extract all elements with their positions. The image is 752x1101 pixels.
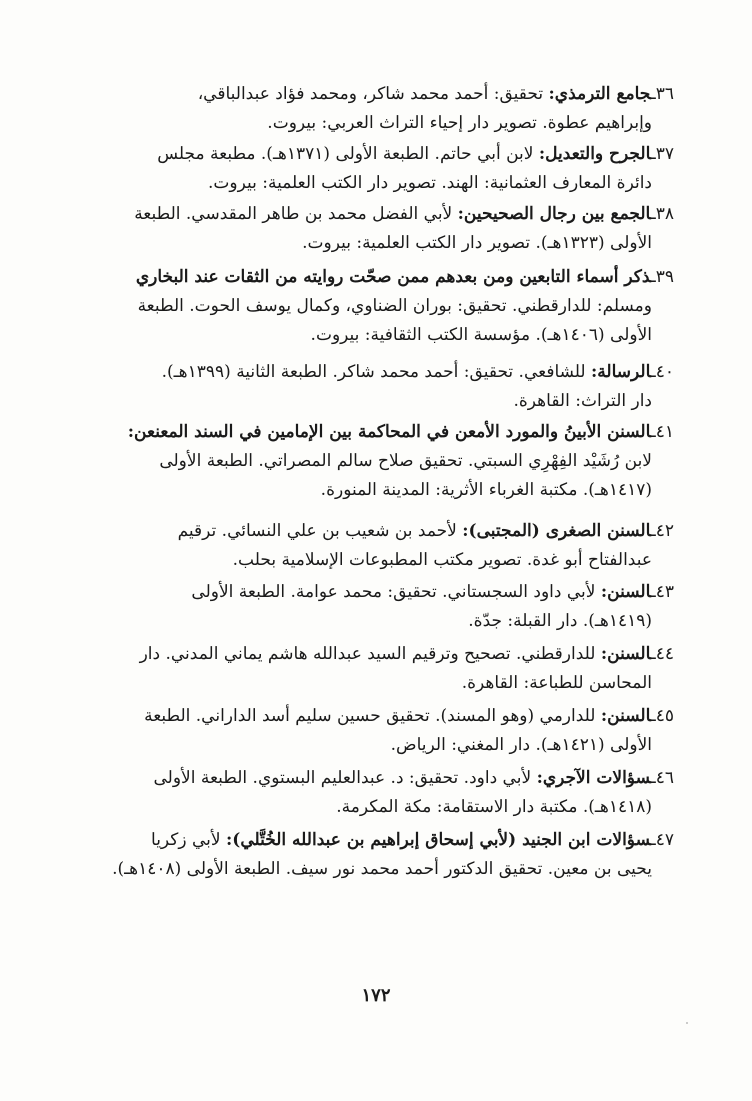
entry-line — [84, 764, 674, 793]
entry-text: لأبي زكريا — [151, 830, 221, 850]
bibliography-entry — [84, 263, 674, 350]
entry-line: ومسلم: للدارقطني. تحقيق: بوران الضناوي، وكمال يوسف الحوت. الطبعة — [137, 296, 652, 316]
entry-line — [84, 200, 674, 229]
entry-line — [84, 640, 674, 669]
entry-number: ٤٦ـ — [650, 768, 674, 788]
bibliography-entry — [84, 826, 674, 884]
bibliography-entry — [84, 517, 674, 575]
entry-line — [84, 418, 674, 447]
entry-title: السنن: — [600, 706, 651, 726]
entry-text: للدارمي (وهو المسند). تحقيق حسين سليم أسد الداراني. الطبعة — [144, 706, 596, 726]
entry-number: ٤٧ـ — [650, 830, 674, 850]
entry-number: ٤٥ـ — [650, 706, 674, 726]
entry-line: المحاسن للطباعة: القاهرة. — [461, 673, 652, 693]
entry-title: ذكر أسماء التابعين ومن بعدهم ممن صحّت روايته من الثقات عند البخاري — [135, 267, 651, 287]
entry-number: ٤٤ـ — [650, 644, 674, 664]
entry-line: (١٤١٨هـ). مكتبة دار الاستقامة: مكة المكرمة. — [336, 797, 652, 817]
bibliography-entry — [84, 200, 674, 258]
entry-line — [84, 358, 674, 387]
entry-number: ٤٣ـ — [650, 582, 674, 602]
entry-text: لابن أبي حاتم. الطبعة الأولى (١٣٧١هـ). مطبعة مجلس — [157, 144, 534, 164]
entry-number: ٤١ـ — [650, 422, 674, 442]
entry-line — [84, 702, 674, 731]
bibliography-entry — [84, 764, 674, 822]
entry-number: ٤٢ـ — [650, 521, 674, 541]
entry-title: سؤالات ابن الجنيد (لأبي إسحاق إبراهيم بن عبدالله الخُتَّلي): — [226, 830, 651, 850]
entry-title: جامع الترمذي: — [548, 84, 651, 104]
entry-text: تحقيق: أحمد محمد شاكر، ومحمد فؤاد عبدالباقي، — [197, 84, 544, 104]
entry-line: الأولى (١٤٢١هـ). دار المغني: الرياض. — [390, 735, 652, 755]
entry-number: ٣٩ـ — [650, 267, 674, 287]
entry-title: سؤالات الآجري: — [536, 768, 651, 788]
entry-title: السنن: — [600, 582, 651, 602]
entry-title: السنن الأبينُ والمورد الأمعن في المحاكمة بين الإمامين في السند المعنعن: — [127, 422, 651, 442]
entry-number: ٤٠ـ — [650, 362, 674, 382]
entry-title: السنن: — [600, 644, 651, 664]
entry-number: ٣٦ـ — [650, 84, 674, 104]
page-number: ١٧٢ — [361, 985, 391, 1006]
entry-text: لأبي الفضل محمد بن طاهر المقدسي. الطبعة — [134, 204, 453, 224]
entry-text: للدارقطني. تصحيح وترقيم السيد عبدالله هاشم يماني المدني. دار — [139, 644, 596, 664]
bibliography-entry — [84, 640, 674, 698]
entry-line: عبدالفتاح أبو غدة. تصوير مكتب المطبوعات الإسلامية بحلب. — [232, 550, 652, 570]
entry-text: لأحمد بن شعيب بن علي النسائي. ترقيم — [177, 521, 457, 541]
entry-line: (١٤١٧هـ). مكتبة الغرباء الأثرية: المدينة المنورة. — [320, 480, 652, 500]
entry-number: ٣٧ـ — [650, 144, 674, 164]
entry-text: للشافعي. تحقيق: أحمد محمد شاكر. الطبعة الثانية (١٣٩٩هـ). — [161, 362, 586, 382]
entry-text: لأبي داود السجستاني. تحقيق: محمد عوامة. الطبعة الأولى — [191, 582, 596, 602]
entry-line: (١٤١٩هـ). دار القبلة: جدّة. — [468, 611, 652, 631]
entry-line — [84, 826, 674, 855]
entry-line — [84, 80, 674, 109]
entry-line — [84, 578, 674, 607]
bibliography-entry — [84, 140, 674, 198]
entry-line — [84, 140, 674, 169]
bibliography-entry — [84, 702, 674, 760]
entry-line: دار التراث: القاهرة. — [513, 391, 652, 411]
entry-text: لأبي داود. تحقيق: د. عبدالعليم البستوي. الطبعة الأولى — [153, 768, 532, 788]
bibliography-entry — [84, 418, 674, 505]
entry-title: الجمع بين رجال الصحيحين: — [457, 204, 651, 224]
entry-line: الأولى (١٣٢٣هـ). تصوير دار الكتب العلمية: بيروت. — [302, 233, 652, 253]
entry-title: السنن الصغرى (المجتبى): — [462, 521, 651, 541]
bibliography-entry — [84, 358, 674, 416]
entry-title: الجرح والتعديل: — [538, 144, 651, 164]
entry-line: يحيى بن معين. تحقيق الدكتور أحمد محمد نور سيف. الطبعة الأولى (١٤٠٨هـ). — [112, 859, 652, 879]
bibliography-entry — [84, 578, 674, 636]
entry-line: وإبراهيم عطوة. تصوير دار إحياء التراث العربي: بيروت. — [267, 113, 652, 133]
bibliography-entry — [84, 80, 674, 138]
entry-line: لابن رُشَيْد الفِهْرِي السبتي. تحقيق صلاح سالم المصراتي. الطبعة الأولى — [159, 451, 652, 471]
entry-number: ٣٨ـ — [650, 204, 674, 224]
entry-line: دائرة المعارف العثمانية: الهند. تصوير دار الكتب العلمية: بيروت. — [207, 173, 652, 193]
entry-line — [84, 517, 674, 546]
entry-title: الرسالة: — [591, 362, 651, 382]
entry-line: الأولى (١٤٠٦هـ). مؤسسة الكتب الثقافية: بيروت. — [310, 325, 652, 345]
scan-dot — [686, 1022, 688, 1024]
entry-line — [84, 263, 674, 292]
